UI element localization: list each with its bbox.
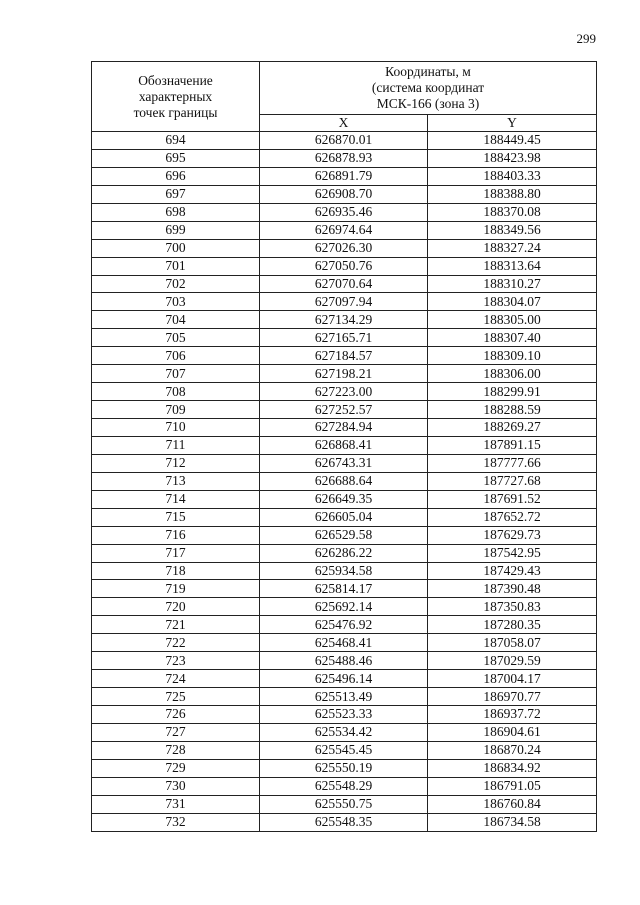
- x-coordinate-cell: 625692.14: [260, 598, 428, 616]
- y-coordinate-cell: 187029.59: [428, 652, 597, 670]
- point-id-cell: 731: [92, 795, 260, 813]
- y-coordinate-cell: 186937.72: [428, 706, 597, 724]
- point-id-cell: 732: [92, 813, 260, 831]
- y-coordinate-cell: 186970.77: [428, 688, 597, 706]
- x-coordinate-cell: 627097.94: [260, 293, 428, 311]
- point-id-cell: 708: [92, 383, 260, 401]
- table-row: [92, 634, 597, 652]
- point-id-cell: 709: [92, 401, 260, 419]
- x-coordinate-cell: 626870.01: [260, 132, 428, 150]
- x-coordinate-cell: 625550.19: [260, 759, 428, 777]
- point-id-cell: 717: [92, 544, 260, 562]
- table-row: [92, 544, 597, 562]
- point-id-cell: 700: [92, 239, 260, 257]
- y-coordinate-cell: 186760.84: [428, 795, 597, 813]
- y-coordinate-cell: 188305.00: [428, 311, 597, 329]
- x-coordinate-cell: 625814.17: [260, 580, 428, 598]
- table-row: [92, 508, 597, 526]
- point-label-header: [92, 62, 260, 132]
- table-row: [92, 616, 597, 634]
- y-coordinate-cell: 187629.73: [428, 526, 597, 544]
- x-coordinate-cell: 626891.79: [260, 167, 428, 185]
- table-row: [92, 132, 597, 150]
- table-row: [92, 741, 597, 759]
- point-id-cell: 726: [92, 706, 260, 724]
- table-row: [92, 419, 597, 437]
- x-coordinate-cell: 626868.41: [260, 436, 428, 454]
- x-coordinate-cell: 626286.22: [260, 544, 428, 562]
- y-coordinate-cell: 188449.45: [428, 132, 597, 150]
- x-coordinate-cell: 627026.30: [260, 239, 428, 257]
- table-row: [92, 706, 597, 724]
- point-id-cell: 724: [92, 670, 260, 688]
- x-coordinate-cell: 625934.58: [260, 562, 428, 580]
- x-coordinate-cell: 625468.41: [260, 634, 428, 652]
- x-column-header: X: [260, 115, 428, 132]
- point-id-cell: 728: [92, 741, 260, 759]
- point-id-cell: 725: [92, 688, 260, 706]
- table-row: [92, 759, 597, 777]
- point-id-cell: 705: [92, 329, 260, 347]
- table-row: [92, 688, 597, 706]
- table-row: [92, 275, 597, 293]
- point-id-cell: 720: [92, 598, 260, 616]
- table-row: [92, 311, 597, 329]
- y-coordinate-cell: 188304.07: [428, 293, 597, 311]
- y-coordinate-cell: 187429.43: [428, 562, 597, 580]
- table-row: [92, 598, 597, 616]
- point-id-cell: 697: [92, 185, 260, 203]
- point-id-cell: 716: [92, 526, 260, 544]
- table-row: [92, 795, 597, 813]
- table-row: [92, 329, 597, 347]
- x-coordinate-cell: 627165.71: [260, 329, 428, 347]
- y-coordinate-cell: 187727.68: [428, 472, 597, 490]
- table-row: [92, 813, 597, 831]
- table-row: [92, 185, 597, 203]
- table-row: [92, 383, 597, 401]
- table-row: [92, 167, 597, 185]
- point-id-cell: 698: [92, 203, 260, 221]
- table-row: [92, 526, 597, 544]
- y-coordinate-cell: 188349.56: [428, 221, 597, 239]
- x-coordinate-cell: 626974.64: [260, 221, 428, 239]
- point-id-cell: 707: [92, 365, 260, 383]
- point-label-header-line: характерных: [138, 88, 213, 104]
- table-row: [92, 293, 597, 311]
- x-coordinate-cell: 625548.35: [260, 813, 428, 831]
- y-coordinate-cell: 187652.72: [428, 508, 597, 526]
- y-coordinate-cell: 186870.24: [428, 741, 597, 759]
- x-coordinate-cell: 627284.94: [260, 419, 428, 437]
- y-coordinate-cell: 188327.24: [428, 239, 597, 257]
- table-row: [92, 203, 597, 221]
- x-coordinate-cell: 627252.57: [260, 401, 428, 419]
- coordinates-table: [91, 61, 597, 832]
- point-id-cell: 701: [92, 257, 260, 275]
- point-id-cell: 710: [92, 419, 260, 437]
- y-coordinate-cell: 187058.07: [428, 634, 597, 652]
- x-coordinate-cell: 625523.33: [260, 706, 428, 724]
- x-coordinate-cell: 625496.14: [260, 670, 428, 688]
- table-row: [92, 777, 597, 795]
- point-id-cell: 706: [92, 347, 260, 365]
- y-column-header: Y: [428, 115, 597, 132]
- y-coordinate-cell: 187004.17: [428, 670, 597, 688]
- table-row: [92, 221, 597, 239]
- point-id-cell: 704: [92, 311, 260, 329]
- point-label-header-line: Обозначение: [138, 72, 213, 88]
- y-coordinate-cell: 188269.27: [428, 419, 597, 437]
- y-coordinate-cell: 188388.80: [428, 185, 597, 203]
- table-row: [92, 652, 597, 670]
- table-row: [92, 257, 597, 275]
- point-id-cell: 722: [92, 634, 260, 652]
- point-id-cell: 719: [92, 580, 260, 598]
- point-id-cell: 714: [92, 490, 260, 508]
- point-id-cell: 694: [92, 132, 260, 150]
- table-body: [92, 132, 597, 832]
- y-coordinate-cell: 187390.48: [428, 580, 597, 598]
- point-id-cell: 712: [92, 454, 260, 472]
- x-coordinate-cell: 627070.64: [260, 275, 428, 293]
- table-row: [92, 149, 597, 167]
- table-row: [92, 401, 597, 419]
- y-coordinate-cell: 188309.10: [428, 347, 597, 365]
- x-coordinate-cell: 627050.76: [260, 257, 428, 275]
- coordinates-header: [260, 62, 597, 115]
- table-row: [92, 580, 597, 598]
- point-id-cell: 718: [92, 562, 260, 580]
- table-row: [92, 472, 597, 490]
- y-coordinate-cell: 187891.15: [428, 436, 597, 454]
- y-coordinate-cell: 187280.35: [428, 616, 597, 634]
- table-row: [92, 347, 597, 365]
- coordinates-header-line: Координаты, м: [385, 64, 471, 79]
- x-coordinate-cell: 626605.04: [260, 508, 428, 526]
- point-id-cell: 713: [92, 472, 260, 490]
- y-coordinate-cell: 188299.91: [428, 383, 597, 401]
- y-coordinate-cell: 188370.08: [428, 203, 597, 221]
- x-coordinate-cell: 625513.49: [260, 688, 428, 706]
- point-id-cell: 711: [92, 436, 260, 454]
- point-id-cell: 696: [92, 167, 260, 185]
- y-coordinate-cell: 187542.95: [428, 544, 597, 562]
- y-coordinate-cell: 188403.33: [428, 167, 597, 185]
- y-coordinate-cell: 187350.83: [428, 598, 597, 616]
- x-coordinate-cell: 625488.46: [260, 652, 428, 670]
- table-row: [92, 490, 597, 508]
- point-id-cell: 727: [92, 723, 260, 741]
- y-coordinate-cell: 186834.92: [428, 759, 597, 777]
- y-coordinate-cell: 186904.61: [428, 723, 597, 741]
- point-id-cell: 715: [92, 508, 260, 526]
- x-coordinate-cell: 626935.46: [260, 203, 428, 221]
- y-coordinate-cell: 188313.64: [428, 257, 597, 275]
- table-header: [92, 62, 597, 132]
- x-coordinate-cell: 626908.70: [260, 185, 428, 203]
- y-coordinate-cell: 188306.00: [428, 365, 597, 383]
- page-number: 299: [576, 31, 596, 46]
- point-id-cell: 721: [92, 616, 260, 634]
- y-coordinate-cell: 186791.05: [428, 777, 597, 795]
- x-coordinate-cell: 626688.64: [260, 472, 428, 490]
- x-coordinate-cell: 625548.29: [260, 777, 428, 795]
- y-coordinate-cell: 188423.98: [428, 149, 597, 167]
- x-coordinate-cell: 626529.58: [260, 526, 428, 544]
- y-coordinate-cell: 187777.66: [428, 454, 597, 472]
- x-coordinate-cell: 627223.00: [260, 383, 428, 401]
- x-coordinate-cell: 625476.92: [260, 616, 428, 634]
- y-coordinate-cell: 186734.58: [428, 813, 597, 831]
- point-id-cell: 702: [92, 275, 260, 293]
- table-row: [92, 454, 597, 472]
- table-row: [92, 562, 597, 580]
- table-row: [92, 670, 597, 688]
- table-row: [92, 365, 597, 383]
- x-coordinate-cell: 627184.57: [260, 347, 428, 365]
- y-coordinate-cell: 188288.59: [428, 401, 597, 419]
- y-coordinate-cell: 188310.27: [428, 275, 597, 293]
- x-coordinate-cell: 625545.45: [260, 741, 428, 759]
- point-id-cell: 729: [92, 759, 260, 777]
- x-coordinate-cell: 626743.31: [260, 454, 428, 472]
- x-coordinate-cell: 627198.21: [260, 365, 428, 383]
- x-coordinate-cell: 626649.35: [260, 490, 428, 508]
- point-label-header-line: точек границы: [133, 104, 218, 120]
- coordinates-header-line: (система координат: [371, 80, 485, 95]
- point-id-cell: 699: [92, 221, 260, 239]
- x-coordinate-cell: 625550.75: [260, 795, 428, 813]
- x-coordinate-cell: 626878.93: [260, 149, 428, 167]
- coordinates-header-line: МСК-166 (зона 3): [376, 96, 480, 111]
- table-row: [92, 723, 597, 741]
- table-row: [92, 436, 597, 454]
- y-coordinate-cell: 187691.52: [428, 490, 597, 508]
- x-coordinate-cell: 627134.29: [260, 311, 428, 329]
- x-coordinate-cell: 625534.42: [260, 723, 428, 741]
- point-id-cell: 703: [92, 293, 260, 311]
- point-id-cell: 723: [92, 652, 260, 670]
- y-coordinate-cell: 188307.40: [428, 329, 597, 347]
- table-row: [92, 239, 597, 257]
- point-id-cell: 695: [92, 149, 260, 167]
- point-id-cell: 730: [92, 777, 260, 795]
